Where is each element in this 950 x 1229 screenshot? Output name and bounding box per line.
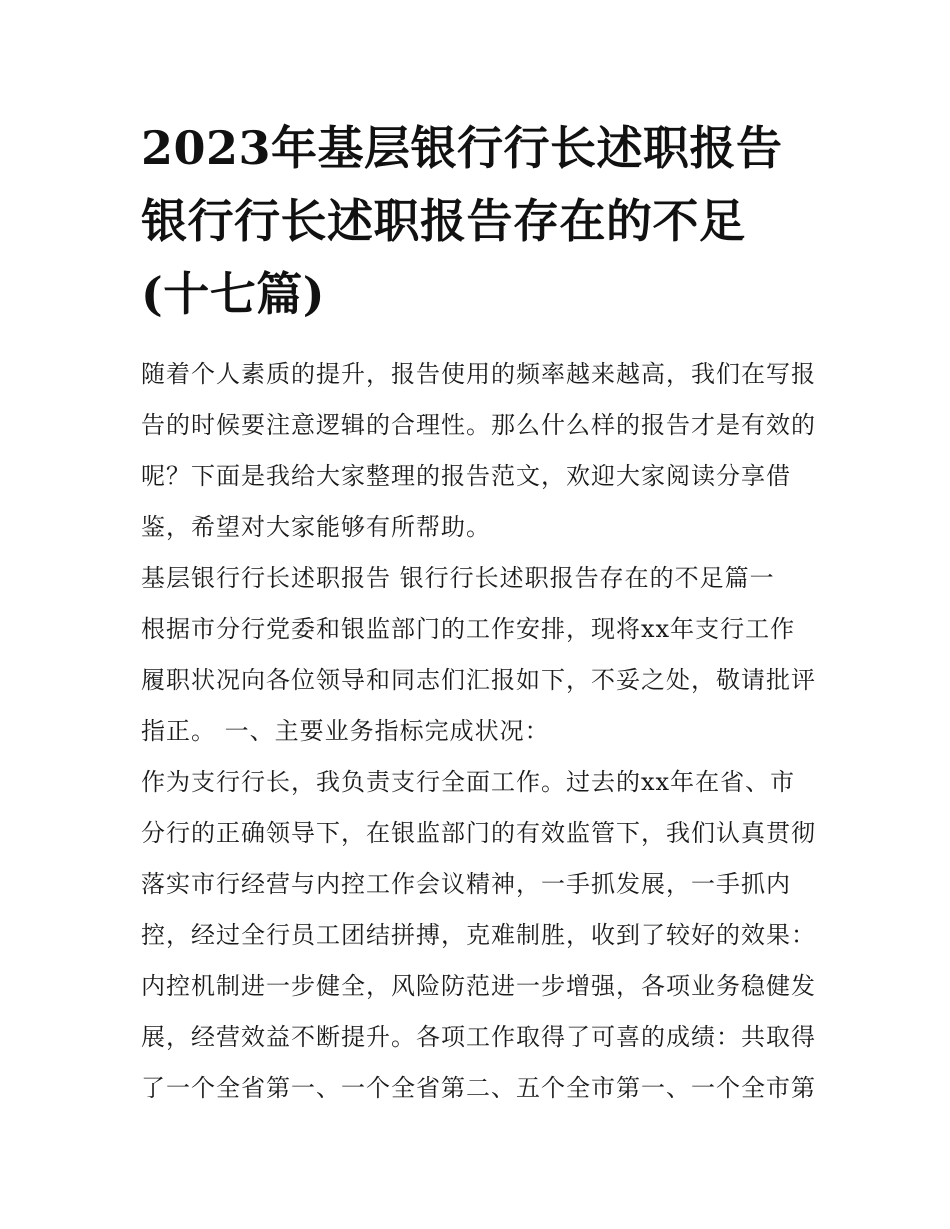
text-line: 控，经过全行员工团结拼搏，克难制胜，收到了较好的效果： — [141, 921, 816, 949]
text-line: 指正。 一、主要业务指标完成状况： — [141, 717, 550, 745]
text-line: 展，经营效益不断提升。各项工作取得了可喜的成绩：共取得 — [141, 1023, 816, 1051]
title-line-2: 银行行长述职报告存在的不足 — [141, 194, 746, 248]
intro-paragraph — [141, 349, 816, 553]
text-line: 内控机制进一步健全，风险防范进一步增强，各项业务稳健发 — [141, 972, 816, 1000]
document-body — [141, 349, 816, 1114]
body-paragraph — [141, 757, 816, 1114]
opening-paragraph — [141, 604, 816, 757]
text-line: 了一个全省第一、一个全省第二、五个全市第一、一个全市第 — [141, 1074, 816, 1102]
text-line: 告的时候要注意逻辑的合理性。那么什么样的报告才是有效的 — [141, 411, 816, 439]
section-heading-paragraph — [141, 553, 813, 604]
text-line: 呢？下面是我给大家整理的报告范文，欢迎大家阅读分享借 — [141, 462, 791, 490]
text-line: 根据市分行党委和银监部门的工作安排，现将xx年支行工作 — [141, 615, 796, 643]
document-title — [141, 112, 813, 331]
text-line: 鉴，希望对大家能够有所帮助。 — [141, 513, 491, 541]
document-page — [141, 112, 816, 1114]
text-line: 落实市行经营与内控工作会议精神，一手抓发展，一手抓内 — [141, 870, 791, 898]
text-line: 随着个人素质的提升，报告使用的频率越来越高，我们在写报 — [141, 360, 816, 388]
text-line: 分行的正确领导下，在银监部门的有效监管下，我们认真贯彻 — [141, 819, 816, 847]
title-line-1: 2023年基层银行行长述职报告 — [141, 121, 783, 175]
text-line: 作为支行行长，我负责支行全面工作。过去的xx年在省、市 — [141, 768, 796, 796]
text-line: 基层银行行长述职报告 银行行长述职报告存在的不足篇一 — [141, 564, 775, 592]
text-line: 履职状况向各位领导和同志们汇报如下，不妥之处，敬请批评 — [141, 666, 816, 694]
title-line-3: (十七篇) — [141, 267, 326, 321]
